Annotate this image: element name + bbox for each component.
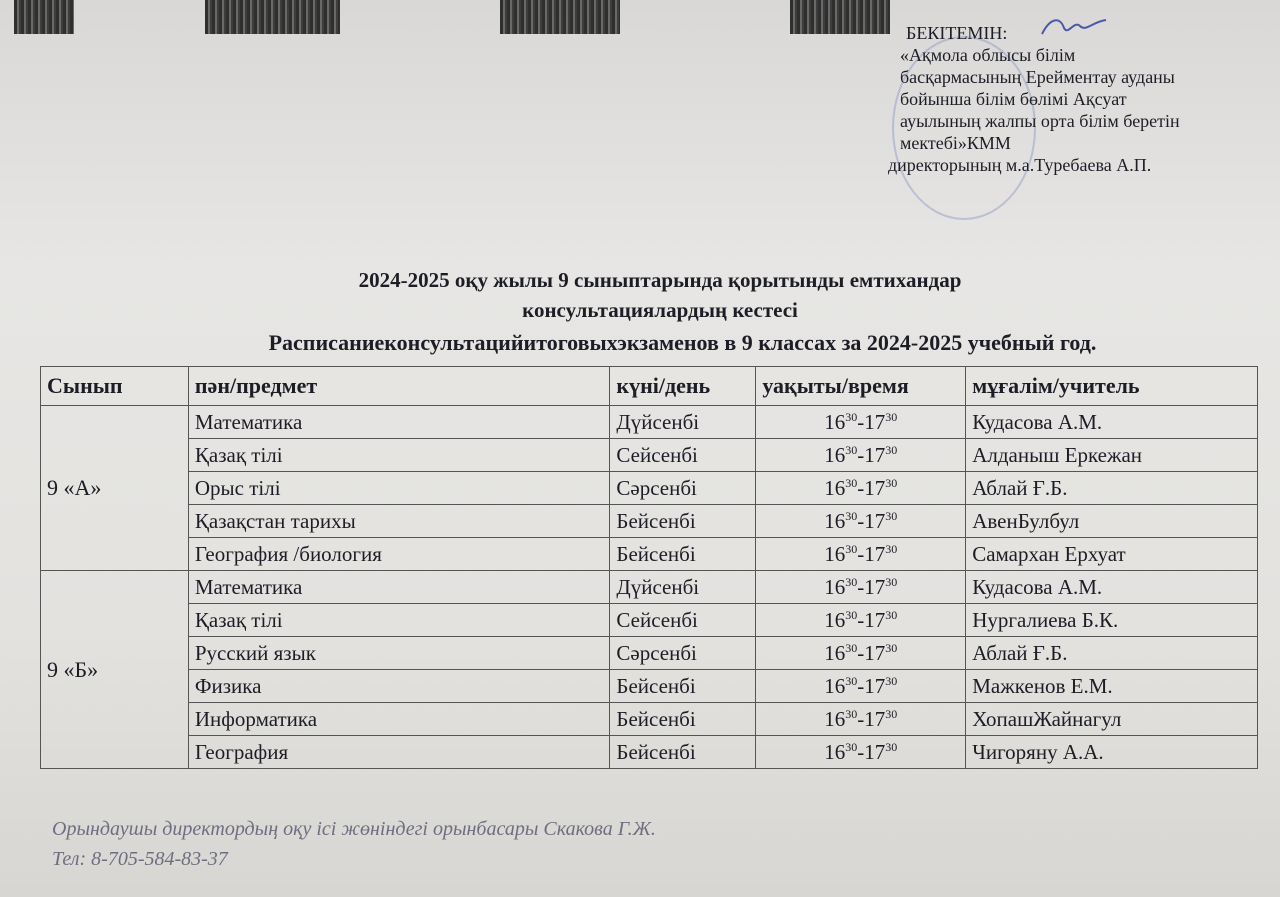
time-end-min: 30 <box>885 706 898 721</box>
table-row <box>41 571 1258 604</box>
day-cell: Бейсенбі <box>610 670 756 703</box>
subject-cell: Қазақ тілі <box>188 604 610 637</box>
class-cell: 9 «А» <box>41 406 189 571</box>
binder-shadow <box>500 0 620 34</box>
time-start-min: 30 <box>845 739 858 754</box>
table-row <box>41 538 1258 571</box>
time-end-min: 30 <box>885 508 898 523</box>
subject-cell: Қазақстан тарихы <box>188 505 610 538</box>
time-cell <box>756 472 966 505</box>
time-end-min: 30 <box>885 739 898 754</box>
time-start-min: 30 <box>845 607 858 622</box>
time-end: -17 <box>857 574 886 599</box>
header-time: уақыты/время <box>756 367 966 406</box>
binder-shadow <box>790 0 890 34</box>
time-end-min: 30 <box>885 541 898 556</box>
time-start: 16 <box>824 475 846 500</box>
time-end-min: 30 <box>885 475 898 490</box>
time-cell <box>756 571 966 604</box>
time-end-min: 30 <box>885 640 898 655</box>
time-end: -17 <box>857 541 886 566</box>
time-end: -17 <box>857 607 886 632</box>
time-cell <box>756 604 966 637</box>
time-end: -17 <box>857 640 886 665</box>
time-cell <box>756 406 966 439</box>
time-cell <box>756 538 966 571</box>
header-day: күні/день <box>610 367 756 406</box>
subject-cell: Орыс тілі <box>188 472 610 505</box>
executor-note: Орындаушы директордың оқу ісі жөніндегі орынбасары Скакова Г.Ж. <box>52 818 656 840</box>
subject-cell: Информатика <box>188 703 610 736</box>
day-cell: Сәрсенбі <box>610 637 756 670</box>
phone-note: Тел: 8-705-584-83-37 <box>52 848 228 870</box>
day-cell: Сейсенбі <box>610 604 756 637</box>
table-row <box>41 637 1258 670</box>
day-cell: Бейсенбі <box>610 505 756 538</box>
day-cell: Сәрсенбі <box>610 472 756 505</box>
time-start-min: 30 <box>845 673 858 688</box>
teacher-cell: Алданыш Еркежан <box>966 439 1258 472</box>
schedule-table <box>40 366 1258 769</box>
time-start-min: 30 <box>845 442 858 457</box>
time-end-min: 30 <box>885 409 898 424</box>
class-cell: 9 «Б» <box>41 571 189 769</box>
header-subject: пән/предмет <box>188 367 610 406</box>
time-start: 16 <box>824 607 846 632</box>
teacher-cell: Мажкенов Е.М. <box>966 670 1258 703</box>
time-cell <box>756 736 966 769</box>
time-cell <box>756 703 966 736</box>
table-row <box>41 604 1258 637</box>
table-row <box>41 406 1258 439</box>
time-end-min: 30 <box>885 673 898 688</box>
time-start: 16 <box>824 541 846 566</box>
teacher-cell: ХопашЖайнагул <box>966 703 1258 736</box>
time-start: 16 <box>824 706 846 731</box>
time-start: 16 <box>824 640 846 665</box>
time-end: -17 <box>857 475 886 500</box>
table-row <box>41 703 1258 736</box>
binder-shadow <box>205 0 340 34</box>
time-start: 16 <box>824 508 846 533</box>
approval-block <box>888 22 1273 176</box>
subject-cell: Математика <box>188 571 610 604</box>
time-start: 16 <box>824 739 846 764</box>
day-cell: Бейсенбі <box>610 703 756 736</box>
approval-line: бойынша білім бөлімі Ақсуат <box>900 89 1127 109</box>
teacher-cell: Аблай Ғ.Б. <box>966 472 1258 505</box>
teacher-cell: Аблай Ғ.Б. <box>966 637 1258 670</box>
table-row <box>41 439 1258 472</box>
time-start-min: 30 <box>845 574 858 589</box>
teacher-cell: Кудасова А.М. <box>966 571 1258 604</box>
subject-cell: География /биология <box>188 538 610 571</box>
teacher-cell: Самархан Ерхуат <box>966 538 1258 571</box>
teacher-cell: Нургалиева Б.К. <box>966 604 1258 637</box>
day-cell: Бейсенбі <box>610 736 756 769</box>
subject-cell: Русский язык <box>188 637 610 670</box>
day-cell: Бейсенбі <box>610 538 756 571</box>
teacher-cell: Кудасова А.М. <box>966 406 1258 439</box>
header-class: Сынып <box>41 367 189 406</box>
time-end: -17 <box>857 508 886 533</box>
time-start-min: 30 <box>845 706 858 721</box>
time-start: 16 <box>824 442 846 467</box>
time-start-min: 30 <box>845 475 858 490</box>
title-line-1: 2024-2025 оқу жылы 9 сыныптарында қорытынды емтихандар <box>358 268 962 292</box>
day-cell: Сейсенбі <box>610 439 756 472</box>
time-end: -17 <box>857 706 886 731</box>
table-row <box>41 505 1258 538</box>
approval-line: директорының м.а.Туребаева А.П. <box>888 155 1152 175</box>
header-teacher: мұғалім/учитель <box>966 367 1258 406</box>
table-row <box>41 736 1258 769</box>
subject-cell: Қазақ тілі <box>188 439 610 472</box>
title-line-3: Расписаниеконсультацийитоговыхэкзаменов в 9 классах за 2024-2025 учебный год. <box>268 330 1097 355</box>
day-cell: Дүйсенбі <box>610 571 756 604</box>
subject-cell: Физика <box>188 670 610 703</box>
time-end: -17 <box>857 673 886 698</box>
time-cell <box>756 637 966 670</box>
time-start: 16 <box>824 574 846 599</box>
binder-shadow <box>14 0 74 34</box>
time-end-min: 30 <box>885 442 898 457</box>
time-end-min: 30 <box>885 574 898 589</box>
subject-cell: География <box>188 736 610 769</box>
approval-heading: БЕКІТЕМІН: <box>906 23 1008 43</box>
time-end: -17 <box>857 739 886 764</box>
table-row <box>41 670 1258 703</box>
time-start-min: 30 <box>845 409 858 424</box>
day-cell: Дүйсенбі <box>610 406 756 439</box>
time-cell <box>756 670 966 703</box>
title-line-2: консультациялардың кестесі <box>522 298 798 322</box>
time-start-min: 30 <box>845 541 858 556</box>
table-row <box>41 472 1258 505</box>
time-start: 16 <box>824 409 846 434</box>
teacher-cell: АвенБулбул <box>966 505 1258 538</box>
time-end: -17 <box>857 442 886 467</box>
time-start-min: 30 <box>845 508 858 523</box>
time-cell <box>756 439 966 472</box>
teacher-cell: Чигоряну А.А. <box>966 736 1258 769</box>
time-start-min: 30 <box>845 640 858 655</box>
approval-line: басқармасының Ерейментау ауданы <box>900 67 1175 87</box>
subject-cell: Математика <box>188 406 610 439</box>
time-end: -17 <box>857 409 886 434</box>
approval-line: мектебі»КММ <box>900 133 1011 153</box>
time-start: 16 <box>824 673 846 698</box>
approval-line: «Ақмола облысы білім <box>900 45 1076 65</box>
approval-line: ауылының жалпы орта білім беретін <box>900 111 1180 131</box>
time-cell <box>756 505 966 538</box>
table-header-row <box>41 367 1258 406</box>
time-end-min: 30 <box>885 607 898 622</box>
